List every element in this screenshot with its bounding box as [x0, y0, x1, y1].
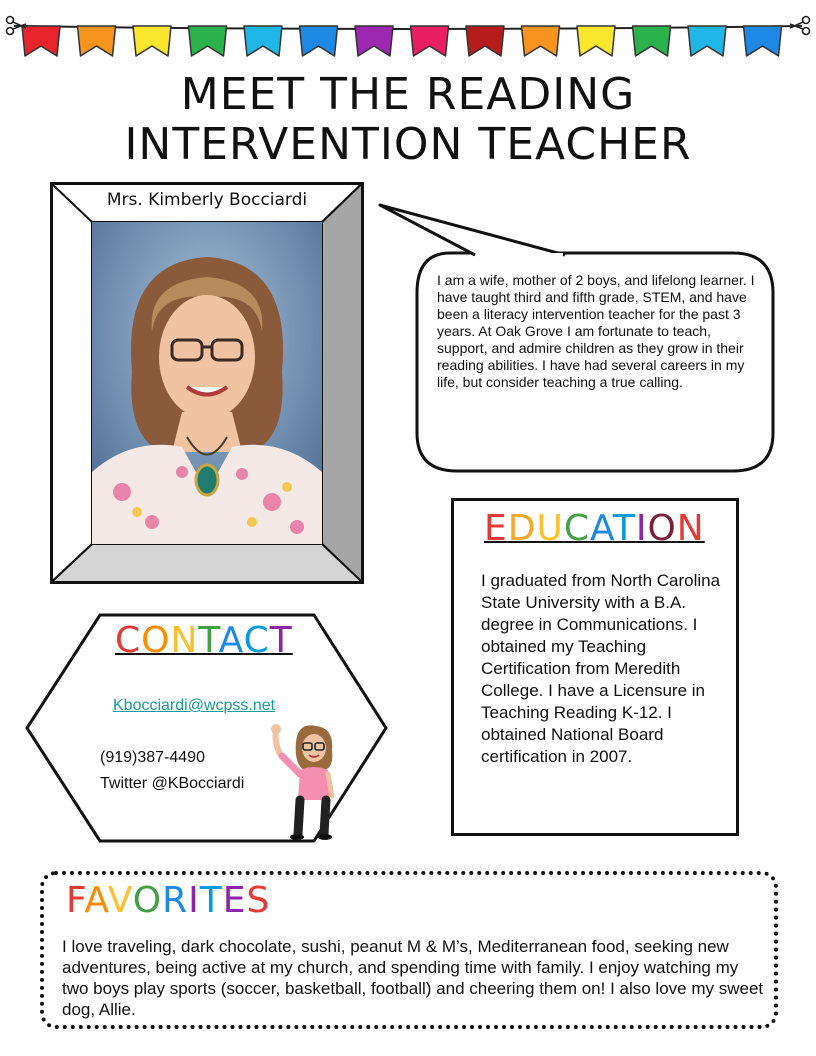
- education-text: I graduated from North Carolina State University with a B.A. degree in Communications. I obtained my Teaching Certification from Meredith College. I have a Licensure in Teaching Reading K-12. I obtained National Board certification in 2007.: [481, 571, 721, 766]
- contact-heading-letter: O: [141, 620, 171, 661]
- favorites-heading-letter: T: [199, 880, 223, 921]
- teacher-name: Mrs. Kimberly Bocciardi: [106, 190, 308, 210]
- page-title: [0, 70, 816, 170]
- favorites-heading-letter: V: [107, 880, 133, 921]
- bunting-banner: [0, 0, 816, 70]
- bunting-flag: [688, 26, 726, 56]
- bunting-flag: [577, 26, 615, 56]
- contact-heading-letter: T: [269, 620, 293, 661]
- favorites-heading-letter: E: [222, 880, 247, 921]
- education-heading-letter: T: [612, 508, 636, 549]
- bunting-flag: [22, 26, 60, 56]
- education-heading-letter: A: [589, 508, 613, 549]
- favorites-heading-letter: S: [246, 880, 271, 921]
- bunting-flag: [633, 26, 671, 56]
- education-heading-letter: O: [647, 508, 677, 549]
- education-heading-letter: E: [484, 508, 508, 549]
- favorites-heading-letter: R: [162, 880, 189, 921]
- contact-heading: [115, 620, 293, 662]
- bunting-flag: [244, 26, 282, 56]
- contact-heading-letter: C: [115, 620, 142, 661]
- favorites-heading-letter: A: [84, 880, 108, 921]
- education-heading: [484, 508, 705, 550]
- education-heading-letter: D: [507, 508, 537, 549]
- contact-heading-letter: C: [243, 620, 270, 661]
- favorites-heading-letter: F: [66, 880, 85, 921]
- bunting-flag: [189, 26, 227, 56]
- favorites-heading-letter: O: [132, 880, 163, 921]
- education-heading-letter: C: [563, 508, 590, 549]
- contact-heading-letter: T: [198, 620, 219, 661]
- bunting-flag: [300, 26, 338, 56]
- favorites-text: I love traveling, dark chocolate, sushi, peanut M & M’s, Mediterranean food, seeking new adventures, being active at my church, and spending time with family. I enjoy watching my two boys play sports (soccer, basketball, football) and cheering them on! I also love my sweet dog, Allie.: [62, 937, 764, 1019]
- contact-twitter: Twitter @KBocciardi: [100, 775, 245, 792]
- teacher-bio: I am a wife, mother of 2 boys, and lifelong learner. I have taught third and fifth grade, STEM, and have been a literacy intervention teacher for the past 3 years. At Oak Grove I am fortunate to teach, support, and admire children as they grow in their reading abilities. I have had several careers in my life, but consider teaching a true calling.: [437, 272, 755, 390]
- favorites-heading-letter: I: [188, 880, 200, 921]
- teacher-photo: [92, 222, 322, 544]
- page-title-line-1: MEET THE READING: [180, 69, 636, 120]
- bunting-flag: [466, 26, 504, 56]
- contact-email-link[interactable]: Kbocciardi@wcpss.net: [113, 697, 276, 714]
- education-heading-letter: U: [536, 508, 564, 549]
- bunting-flag: [744, 26, 782, 56]
- bunting-flag: [522, 26, 560, 56]
- contact-phone: (919)387-4490: [100, 749, 205, 766]
- contact-heading-letter: N: [170, 620, 199, 661]
- favorites-heading: [66, 880, 270, 922]
- education-heading-letter: I: [635, 508, 648, 549]
- page-title-line-2: INTERVENTION TEACHER: [124, 119, 692, 170]
- bunting-flag: [78, 26, 116, 56]
- bunting-flag: [133, 26, 171, 56]
- waving-teacher-avatar-icon: [262, 724, 352, 842]
- education-heading-letter: N: [676, 508, 705, 549]
- bunting-flag: [411, 26, 449, 56]
- contact-heading-letter: A: [218, 620, 244, 661]
- bunting-flag: [355, 26, 393, 56]
